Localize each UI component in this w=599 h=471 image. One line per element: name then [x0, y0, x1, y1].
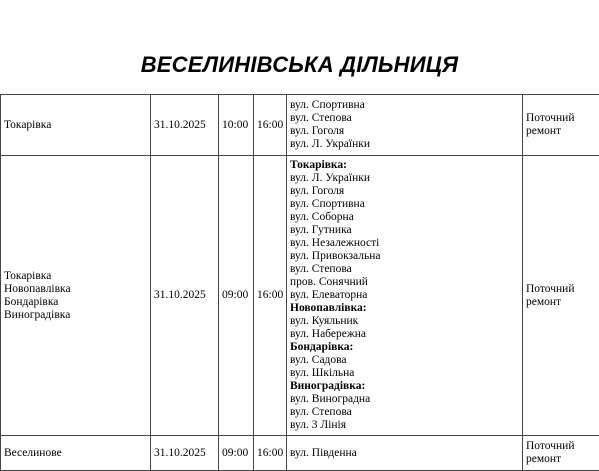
start-time-cell: 09:00: [219, 436, 254, 471]
group-heading: Виноградівка:: [290, 380, 520, 393]
settlement-name: Веселинове: [4, 447, 148, 460]
streets-cell: [287, 436, 523, 471]
date-cell: 31.10.2025: [151, 156, 219, 436]
streets-cell: [287, 95, 523, 156]
street-item: вул. Гутника: [290, 224, 520, 237]
table-row: [1, 156, 599, 436]
group-heading: Токарівка:: [290, 159, 520, 172]
settlement-name: Бондарівка: [4, 296, 148, 309]
street-item: вул. Спортивна: [290, 99, 520, 112]
start-time-cell: 09:00: [219, 156, 254, 436]
street-item: вул. Степова: [290, 112, 520, 125]
settlements-cell: [1, 156, 151, 436]
settlements-cell: [1, 95, 151, 156]
street-item: вул. Л. Українки: [290, 138, 520, 151]
street-item: вул. Садова: [290, 354, 520, 367]
street-item: вул. Степова: [290, 263, 520, 276]
reason-cell: [523, 95, 599, 156]
group-heading: Бондарівка:: [290, 341, 520, 354]
settlement-name: Новопавлівка: [4, 283, 148, 296]
street-item: вул. Шкільна: [290, 367, 520, 380]
settlement-name: Токарівка: [4, 270, 148, 283]
outage-schedule-table: [0, 94, 599, 471]
reason-line: ремонт: [526, 125, 597, 138]
settlement-name: Токарівка: [4, 119, 148, 132]
street-item: вул. Спортивна: [290, 198, 520, 211]
date-cell: 31.10.2025: [151, 95, 219, 156]
start-time-cell: 10:00: [219, 95, 254, 156]
street-item: вул. Гоголя: [290, 185, 520, 198]
street-item: вул. Л. Українки: [290, 172, 520, 185]
settlement-name: Виноградівка: [4, 309, 148, 322]
street-item: вул. Степова: [290, 406, 520, 419]
reason-cell: [523, 156, 599, 436]
reason-line: Поточний: [526, 440, 597, 453]
streets-cell: [287, 156, 523, 436]
group-heading: Новопавлівка:: [290, 302, 520, 315]
table-row: [1, 95, 599, 156]
street-item: вул. Куяльник: [290, 315, 520, 328]
street-item: вул. Південна: [290, 447, 520, 460]
street-item: вул. Гоголя: [290, 125, 520, 138]
end-time-cell: 16:00: [254, 156, 287, 436]
end-time-cell: 16:00: [254, 436, 287, 471]
street-item: вул. Соборна: [290, 211, 520, 224]
street-item: вул. Виноградна: [290, 393, 520, 406]
reason-line: ремонт: [526, 453, 597, 466]
reason-cell: [523, 436, 599, 471]
table-row: [1, 436, 599, 471]
street-item: вул. Привокзальна: [290, 250, 520, 263]
date-cell: 31.10.2025: [151, 436, 219, 471]
reason-line: Поточний: [526, 112, 597, 125]
settlements-cell: [1, 436, 151, 471]
street-item: вул. Набережна: [290, 328, 520, 341]
street-item: вул. Елеваторна: [290, 289, 520, 302]
reason-line: Поточний: [526, 283, 597, 296]
end-time-cell: 16:00: [254, 95, 287, 156]
street-item: вул. 3 Лінія: [290, 419, 520, 432]
street-item: пров. Сонячний: [290, 276, 520, 289]
page-title: ВЕСЕЛИНІВСЬКА ДІЛЬНИЦЯ: [0, 52, 599, 78]
street-item: вул. Незалежності: [290, 237, 520, 250]
reason-line: ремонт: [526, 296, 597, 309]
